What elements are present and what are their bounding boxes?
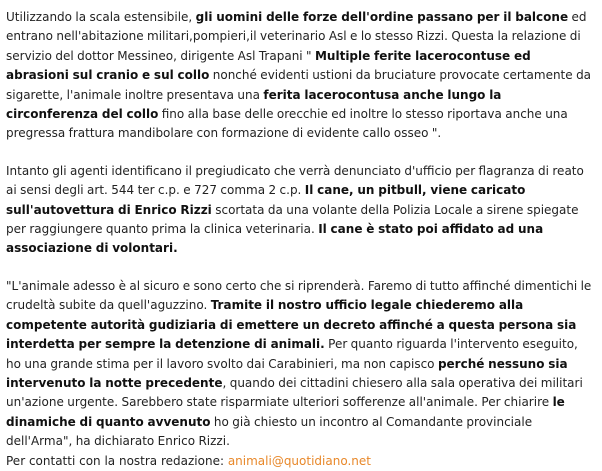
contact-prefix: Per contatti con la nostra redazione: [6, 453, 228, 468]
text-segment: fino alla base delle orecchie ed inoltre lo stesso riportava anche una pregressa frattura mandibolare con formazione di evidente callo osseo ". [6, 107, 568, 141]
text-segment: Intanto gli agenti identificano il pregiudicato che verrà denunciato d'ufficio per flagranza di reato ai sensi degli art. 544 ter c.p. e 727 comma 2 c.p. [6, 163, 584, 198]
paragraph-statement [6, 277, 596, 452]
bold-text-segment: Tramite il nostro ufficio legale chiederemo alla competente autorità gudiziaria di emettere un decreto affinché a questa persona sia interdetta per sempre la detenzione di animali. [6, 298, 577, 352]
paragraph-investigation [6, 162, 596, 259]
bold-text-segment: le dinamiche di quanto avvenuto [6, 395, 565, 429]
text-segment: "L'animale adesso è al sicuro e sono certo che si riprenderà. Faremo di tutto affinché dimentichi le crudeltà subite da quell'aguzzino. [6, 278, 592, 313]
text-segment: ho già chiesto un incontro al Comandante provinciale dell'Arma", ha dichiarato Enrico Rizzi. [6, 414, 533, 449]
bold-text-segment: ferita lacerocontusa anche lungo la circonferenza del collo [6, 87, 502, 122]
bold-text-segment: Il cane è stato poi affidato ad una associazione di volontari. [6, 222, 544, 256]
text-segment: Utilizzando la scala estensibile, [6, 10, 196, 24]
text-segment: ed entrano nell'abitazione militari,pompieri,il veterinario Asl e lo stesso Rizzi. Questa la relazione di servizio del dottor Messineo, dirigente Asl Trapani " [6, 10, 587, 63]
text-segment: Per quanto riguarda l'intervento eseguito, ho una grande stima per il lavoro svolto dai Carabinieri, ma non capisco [6, 337, 578, 371]
contact-line [6, 452, 596, 471]
bold-text-segment: Multiple ferite lacerocontuse ed abrasioni sul cranio e sul collo [6, 48, 531, 83]
bold-text-segment: perché nessuno sia intervenuto la notte precedente [6, 356, 568, 390]
text-segment: nonché evidenti ustioni da bruciature provocate certamente da sigarette, l'animale inoltre presentava una [6, 68, 592, 102]
paragraph-rescue [6, 8, 596, 144]
contact-email-link[interactable]: animali@quotidiano.net [227, 453, 371, 468]
bold-text-segment: Il cane, un pitbull, viene caricato sull'autovettura di Enrico Rizzi [6, 183, 526, 217]
text-segment: scortata da una volante della Polizia Locale a sirene spiegate per raggiungere quanto prima la clinica veterinaria. [6, 202, 579, 237]
bold-text-segment: gli uomini delle forze dell'ordine passano per il balcone [195, 10, 569, 24]
text-segment: , quando dei cittadini chiesero alla sala operativa dei militari un'azione urgente. Sarebbero state risparmiate ulteriori sofferenze all'animale. Per chiarire [6, 375, 583, 410]
